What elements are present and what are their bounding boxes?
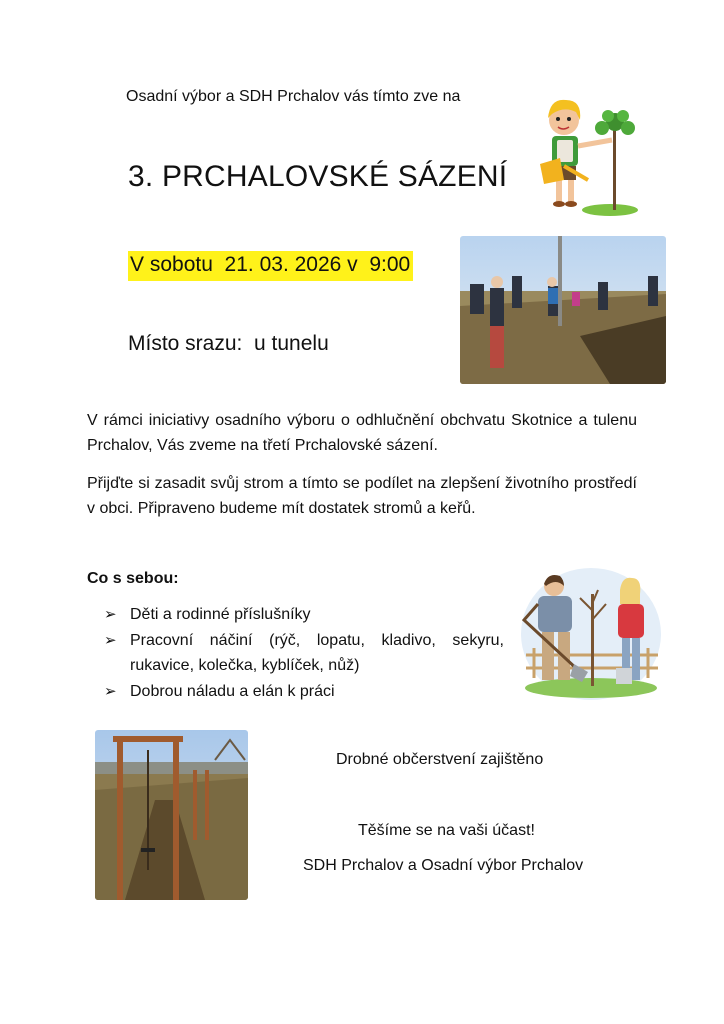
paragraph-initiative: V rámci iniciativy osadního výboru o odhlučnění obchvatu Skotnice a tulenu Prchalov, Vás zveme na třetí Prchalovské sázení. [87,412,637,454]
bring-list [104,602,504,705]
arrowhead-bullet-icon: ➢ [104,683,117,700]
invitation-intro: Osadní výbor a SDH Prchalov vás tímto zve na [126,88,461,105]
paragraph-plant-tree: Přijďte si zasadit svůj strom a tímto se podílet na zlepšení životního prostředí v obci. Připraveno budeme mít dostatek stromů a keřů. [87,475,637,517]
meeting-place: Místo srazu: u tunelu [128,332,329,355]
bring-heading: Co s sebou: [87,570,179,587]
event-title: 3. PRCHALOVSKÉ SÁZENÍ [128,160,508,193]
closing-line: Těšíme se na vaši účast! [358,822,535,839]
list-item: ➢ Pracovní náčiní (rýč, lopatu, kladivo, sekyru, rukavice, kolečka, kyblíček, nůž) [104,628,504,678]
list-item: ➢ Dobrou náladu a elán k práci [104,679,504,704]
refreshment-note: Drobné občerstvení zajištěno [336,751,544,768]
arrowhead-bullet-icon: ➢ [104,632,117,649]
girl-watering-tree-illustration [530,92,650,222]
planted-saplings-photo [95,730,248,900]
list-item: ➢ Děti a rodinné příslušníky [104,602,504,627]
arrowhead-bullet-icon: ➢ [104,606,117,623]
signature-line: SDH Prchalov a Osadní výbor Prchalov [303,857,584,874]
people-planting-photo [460,236,666,384]
couple-planting-tree-illustration [518,560,664,702]
event-date-highlight: V sobotu 21. 03. 2026 v 9:00 [128,251,413,281]
